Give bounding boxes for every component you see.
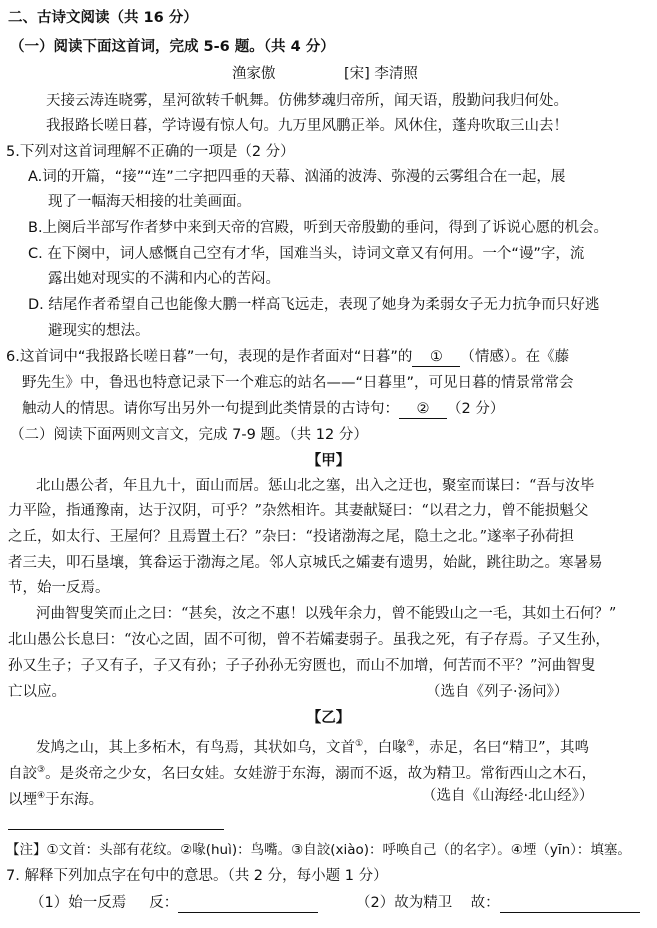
q6-text: （情感）。在《藤 [460, 349, 570, 365]
jia-line: 孙又生子；子又有子，子又有孙；子子孙孙无穷匮也，而山不加增，何苦而不平？”河曲智叟 [8, 658, 596, 674]
q6-text: 触动人的情思。请你写出另外一句提到此类情景的古诗句： [22, 401, 399, 417]
q7-char: 故： [470, 895, 500, 911]
q5-option-a-cont: 现了一幅海天相接的壮美画面。 [48, 194, 251, 210]
q7-stem: 7. 解释下列加点字在句中的意思。（共 2 分，每小题 1 分） [6, 868, 388, 884]
jia-line: 北山愚公长息曰：“汝心之固，固不可彻，曾不若孀妻弱子。虽我之死，有子存焉。子又生孙， [8, 632, 610, 648]
jia-line: 北山愚公者，年且九十，面山而居。惩山北之塞，出入之迂也，聚室而谋曰：“吾与汝毕 [36, 478, 595, 494]
jia-line: 河曲智叟笑而止之曰：“甚矣，汝之不惠！以残年余力，曾不能毁山之一毛，其如土石何？” [36, 606, 617, 622]
note-mark: ② [406, 739, 415, 749]
part2-heading: （二）阅读下面两则文言文，完成 7-9 题。（共 12 分） [10, 427, 368, 443]
yi-text: ，赤足，名曰“精卫”，其鸣 [414, 739, 589, 756]
yi-source: （选自《山海经·北山经》） [422, 788, 594, 804]
section-title: 二、古诗文阅读（共 16 分） [8, 10, 198, 26]
q6-line-2: 野先生》中，鲁迅也特意记录下一个难忘的站名——“日暮里”，可见日暮的情景常常会 [22, 375, 574, 391]
jia-line: 者三夫，叩石垦壤，箕畚运于渤海之尾。邻人京城氏之孀妻有遗男，始龀，跳往助之。寒暑易 [8, 555, 603, 571]
q5-option-a: A.词的开篇，“接”“连”二字把四垂的天幕、汹涌的波涛、弥漫的云雾组合在一起，展 [28, 169, 566, 185]
poem-title: 渔家傲 [232, 66, 276, 82]
yi-text: 以堙 [8, 791, 37, 808]
yi-line-3 [8, 786, 103, 810]
q7-char: 反： [149, 895, 179, 911]
q7-item-2 [356, 893, 640, 913]
answer-field-2[interactable] [500, 896, 640, 913]
q6-text: 6.这首词中“我报路长嗟日暮”一句，表现的是作者面对“日暮”的 [6, 349, 413, 365]
q5-option-d-cont: 避现实的想法。 [48, 323, 150, 339]
footnote: 【注】①文首：头部有花纹。②喙(huì)：鸟嘴。③自詨(xiào)：呼唤自己（的名字）。④堙（yīn）：填塞。 [6, 842, 631, 858]
jia-line: 亡以应。 [8, 684, 66, 700]
note-mark: ① [355, 739, 364, 749]
q7-sentence: （2）故为精卫 [356, 895, 453, 911]
yi-text: 发鸠之山，其上多柘木，有鸟焉，其状如乌，文首 [36, 739, 355, 756]
answer-field-1[interactable] [178, 896, 318, 913]
answer-blank-2[interactable]: ② [399, 400, 447, 419]
yi-title: 【乙】 [306, 710, 351, 726]
poem-line: 天接云涛连晓雾，星河欲转千帆舞。仿佛梦魂归帝所，闻天语，殷勤问我归何处。 [46, 93, 568, 109]
yi-line-1 [36, 734, 589, 758]
q5-option-d: D. 结尾作者希望自己也能像大鹏一样高飞远走，表现了她身为柔弱女子无力抗争而只好逃 [28, 297, 600, 313]
poem-author: [宋] 李清照 [344, 66, 418, 82]
yi-line-2 [8, 760, 596, 784]
yi-text: 。是炎帝之少女，名曰女娃。女娃游于东海，溺而不返，故为精卫。常衔西山之木石， [45, 765, 597, 782]
yi-text: 于东海。 [45, 791, 104, 808]
jia-title: 【甲】 [306, 453, 351, 469]
poem-line: 我报路长嗟日暮，学诗谩有惊人句。九万里风鹏正举。风休住，蓬舟吹取三山去！ [46, 118, 568, 134]
q6-text: （2 分） [447, 401, 505, 417]
q7-sentence: （1）始一反焉 [30, 895, 127, 911]
q5-option-b: B.上阕后半部写作者梦中来到天帝的宫殿，听到天帝殷勤的垂问，得到了诉说心愿的机会。 [28, 220, 609, 236]
q5-stem: 5.下列对这首词理解不正确的一项是（2 分） [6, 144, 295, 160]
jia-source: （选自《列子·汤问》） [426, 684, 569, 700]
jia-line: 之丘，如太行、王屋何？且焉置土石？”杂曰：“投诸渤海之尾，隐土之北。”遂率子孙荷担 [8, 529, 574, 545]
q5-option-c: C. 在下阕中，词人感慨自己空有才华，国难当头，诗词文章又有何用。一个“谩”字，流 [28, 246, 585, 262]
yi-text: ，白喙 [363, 739, 407, 756]
note-mark: ④ [37, 791, 46, 801]
footnote-divider [8, 829, 224, 830]
jia-line: 节，始一反焉。 [8, 580, 110, 596]
q7-item-1 [30, 893, 318, 913]
answer-blank-1[interactable]: ① [412, 348, 460, 367]
note-mark: ③ [37, 765, 46, 775]
q5-option-c-cont: 露出她对现实的不满和内心的苦闷。 [48, 271, 280, 287]
yi-text: 自詨 [8, 765, 37, 782]
q6-line-1 [6, 347, 569, 367]
jia-line: 力平险，指通豫南，达于汉阴，可乎？”杂然相许。其妻献疑曰：“以君之力，曾不能损魁父 [8, 503, 589, 519]
part1-heading: （一）阅读下面这首词，完成 5-6 题。（共 4 分） [10, 39, 335, 55]
q6-line-3 [22, 399, 504, 419]
